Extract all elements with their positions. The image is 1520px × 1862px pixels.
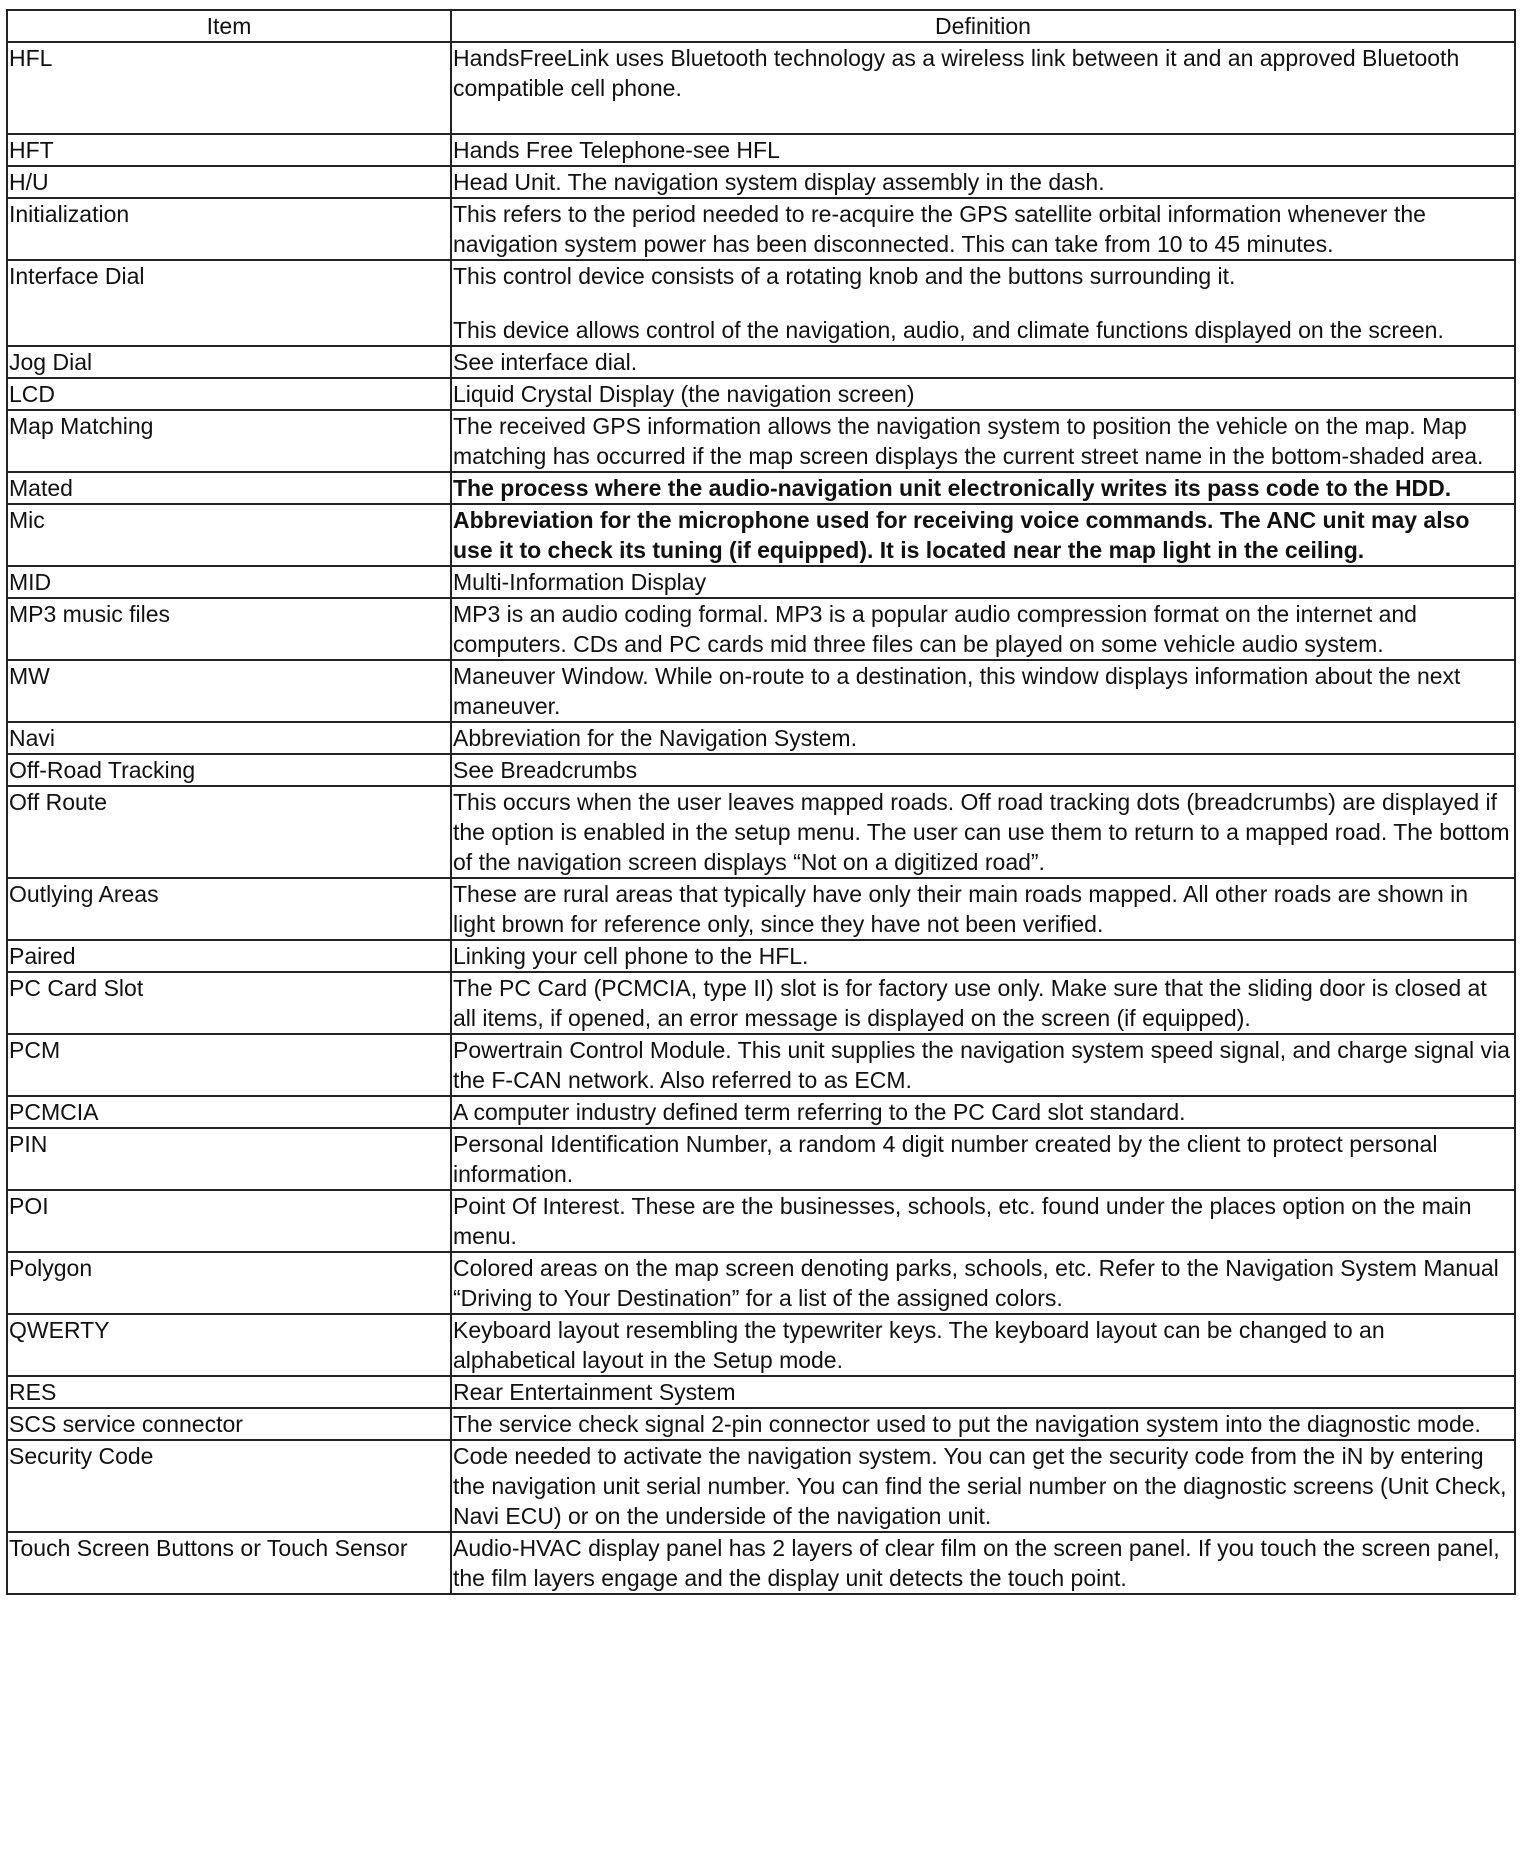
glossary-definition [451,1252,1515,1314]
definition-paragraph: The process where the audio-navigation unit electronically writes its pass code to the HDD. [453,475,1452,501]
definition-paragraph: The received GPS information allows the navigation system to position the vehicle on the map. Map matching has occurred if the map screen displays the current street name in the bottom-shaded area. [453,413,1484,469]
glossary-term: Navi [7,722,451,754]
table-row [7,378,1515,410]
glossary-definition [451,972,1515,1034]
definition-paragraph: Linking your cell phone to the HFL. [453,943,809,969]
table-row [7,972,1515,1034]
definition-paragraph: HandsFreeLink uses Bluetooth technology as a wireless link between it and an approved Bluetooth compatible cell phone. [453,45,1460,101]
glossary-term: Off-Road Tracking [7,754,451,786]
table-row [7,1190,1515,1252]
glossary-term: MW [7,660,451,722]
glossary-term: Map Matching [7,410,451,472]
definition-paragraph: This occurs when the user leaves mapped roads. Off road tracking dots (breadcrumbs) are displayed if the option is enabled in the setup menu. The user can use them to return to a mapped road. The bottom of the navigation screen displays “Not on a digitized road”. [453,789,1510,875]
glossary-definition [451,1190,1515,1252]
glossary-term: POI [7,1190,451,1252]
glossary-definition [451,660,1515,722]
glossary-definition [451,754,1515,786]
table-row [7,1096,1515,1128]
definition-paragraph: These are rural areas that typically have only their main roads mapped. All other roads are shown in light brown for reference only, since they have not been verified. [453,881,1469,937]
definition-paragraph: Personal Identification Number, a random 4 digit number created by the client to protect personal information. [453,1131,1438,1187]
glossary-term: QWERTY [7,1314,451,1376]
glossary-definition [451,722,1515,754]
table-row [7,940,1515,972]
glossary-definition [451,504,1515,566]
glossary-definition [451,410,1515,472]
table-row [7,1440,1515,1532]
definition-paragraph: Powertrain Control Module. This unit supplies the navigation system speed signal, and charge signal via the F-CAN network. Also referred to as ECM. [453,1037,1510,1093]
definition-paragraph: See interface dial. [453,349,638,375]
table-row [7,1376,1515,1408]
glossary-term: Interface Dial [7,260,451,346]
definition-paragraph: This control device consists of a rotating knob and the buttons surrounding it. [453,263,1236,289]
table-body [7,42,1515,1594]
definition-paragraph: Keyboard layout resembling the typewriter keys. The keyboard layout can be changed to an alphabetical layout in the Setup mode. [453,1317,1385,1373]
table-row [7,878,1515,940]
definition-paragraph: The service check signal 2-pin connector used to put the navigation system into the diagnostic mode. [453,1411,1481,1437]
glossary-definition [451,566,1515,598]
table-row [7,134,1515,166]
table-row [7,660,1515,722]
definition-paragraph: A computer industry defined term referring to the PC Card slot standard. [453,1099,1186,1125]
definition-paragraph: Maneuver Window. While on-route to a destination, this window displays information about the next maneuver. [453,663,1461,719]
table-row [7,166,1515,198]
table-row [7,1034,1515,1096]
glossary-definition [451,1314,1515,1376]
glossary-definition [451,1532,1515,1594]
definition-paragraph: Multi-Information Display [453,569,707,595]
table-header-row [7,10,1515,42]
definition-paragraph: Rear Entertainment System [453,1379,736,1405]
definition-paragraph: Audio-HVAC display panel has 2 layers of clear film on the screen panel. If you touch the screen panel, the film layers engage and the display unit detects the touch point. [453,1535,1500,1591]
glossary-table [6,9,1516,1595]
glossary-definition [451,198,1515,260]
definition-paragraph: Code needed to activate the navigation system. You can get the security code from the iN by entering the navigation unit serial number. You can find the serial number on the diagnostic screens (Unit Check, Navi ECU) or on the underside of the navigation unit. [453,1443,1507,1529]
glossary-definition [451,166,1515,198]
glossary-term: Mic [7,504,451,566]
definition-paragraph: The PC Card (PCMCIA, type II) slot is for factory use only. Make sure that the sliding door is closed at all items, if opened, an error message is displayed on the screen (if equipped). [453,975,1487,1031]
glossary-definition [451,260,1515,346]
glossary-term: HFT [7,134,451,166]
glossary-term: PCM [7,1034,451,1096]
table-row [7,472,1515,504]
glossary-term: LCD [7,378,451,410]
glossary-definition [451,346,1515,378]
glossary-definition [451,42,1515,134]
definition-paragraph: Head Unit. The navigation system display assembly in the dash. [453,169,1105,195]
definition-paragraph: This refers to the period needed to re-acquire the GPS satellite orbital information whenever the navigation system power has been disconnected. This can take from 10 to 45 minutes. [453,201,1426,257]
table-row [7,1408,1515,1440]
glossary-term: Paired [7,940,451,972]
table-row [7,722,1515,754]
glossary-term: PIN [7,1128,451,1190]
table-row [7,410,1515,472]
glossary-definition [451,598,1515,660]
table-row [7,786,1515,878]
glossary-term: SCS service connector [7,1408,451,1440]
definition-paragraph: Abbreviation for the microphone used for receiving voice commands. The ANC unit may also use it to check its tuning (if equipped). It is located near the map light in the ceiling. [453,507,1470,563]
glossary-term: MID [7,566,451,598]
glossary-term: Security Code [7,1440,451,1532]
glossary-definition [451,1128,1515,1190]
glossary-term: RES [7,1376,451,1408]
glossary-definition [451,940,1515,972]
table-row [7,598,1515,660]
glossary-term: HFL [7,42,451,134]
table-row [7,504,1515,566]
glossary-definition [451,378,1515,410]
glossary-definition [451,1408,1515,1440]
table-row [7,1128,1515,1190]
glossary-term: Off Route [7,786,451,878]
table-row [7,1314,1515,1376]
glossary-definition [451,786,1515,878]
table-row [7,198,1515,260]
glossary-definition [451,1376,1515,1408]
table-row [7,1252,1515,1314]
glossary-definition [451,134,1515,166]
glossary-term: Initialization [7,198,451,260]
table-row [7,566,1515,598]
table-row [7,260,1515,346]
glossary-term: Polygon [7,1252,451,1314]
table-row [7,346,1515,378]
glossary-term: Touch Screen Buttons or Touch Sensor [7,1532,451,1594]
glossary-definition [451,1096,1515,1128]
glossary-definition [451,878,1515,940]
column-header-item: Item [7,10,451,42]
glossary-definition [451,1034,1515,1096]
glossary-definition [451,1440,1515,1532]
definition-paragraph: Point Of Interest. These are the businesses, schools, etc. found under the places option on the main menu. [453,1193,1472,1249]
definition-paragraph: MP3 is an audio coding formal. MP3 is a popular audio compression format on the internet and computers. CDs and PC cards mid three files can be played on some vehicle audio system. [453,601,1417,657]
glossary-term: H/U [7,166,451,198]
table-row [7,1532,1515,1594]
definition-paragraph: This device allows control of the navigation, audio, and climate functions displayed on the screen. [453,317,1444,343]
glossary-term: Outlying Areas [7,878,451,940]
glossary-term: MP3 music files [7,598,451,660]
glossary-term: PC Card Slot [7,972,451,1034]
definition-paragraph: See Breadcrumbs [453,757,638,783]
definition-paragraph: Liquid Crystal Display (the navigation screen) [453,381,915,407]
column-header-definition: Definition [451,10,1515,42]
table-row [7,754,1515,786]
definition-paragraph: Hands Free Telephone-see HFL [453,137,780,163]
glossary-definition [451,472,1515,504]
definition-paragraph: Colored areas on the map screen denoting parks, schools, etc. Refer to the Navigation System Manual “Driving to Your Destination” for a list of the assigned colors. [453,1255,1499,1311]
definition-paragraph: Abbreviation for the Navigation System. [453,725,857,751]
glossary-term: PCMCIA [7,1096,451,1128]
glossary-term: Jog Dial [7,346,451,378]
glossary-term: Mated [7,472,451,504]
table-row [7,42,1515,134]
